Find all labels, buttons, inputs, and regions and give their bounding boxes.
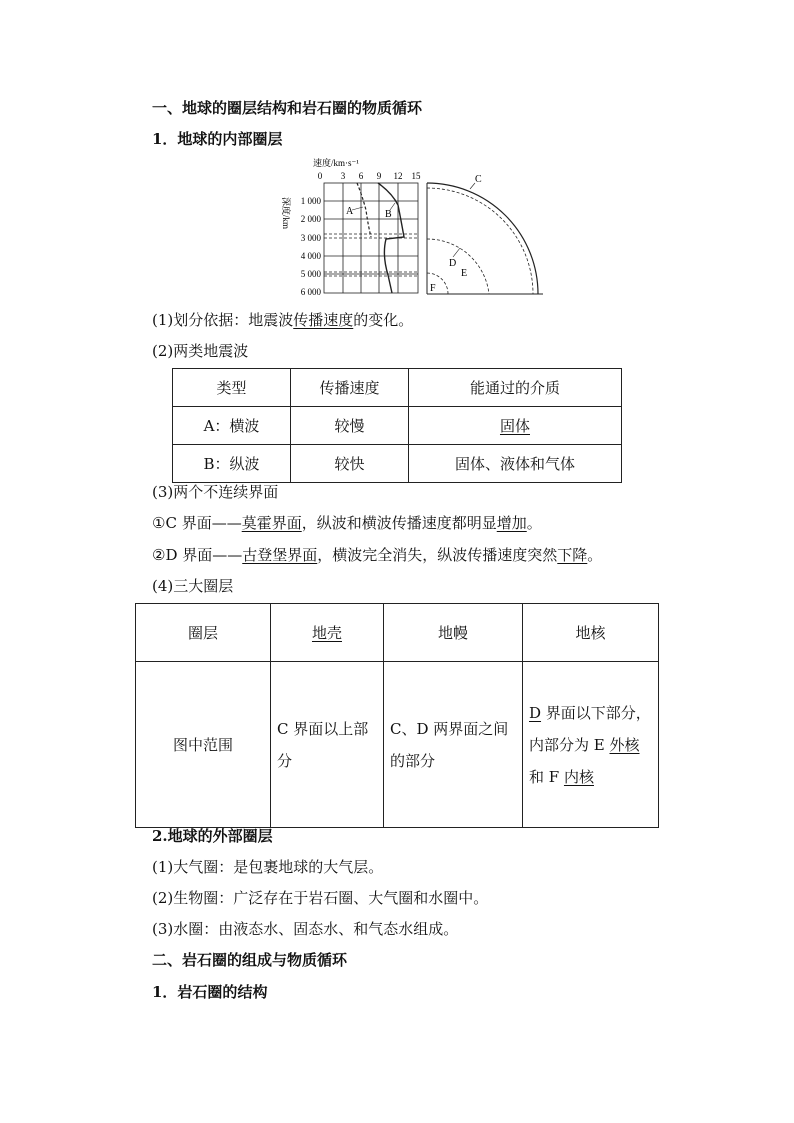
depth-tick: 1 000 — [300, 196, 321, 206]
wave-a-curve — [357, 183, 371, 237]
table-cell: A：横波 — [173, 407, 291, 445]
row-label-cell: 图中范围 — [136, 662, 271, 828]
core-range-cell — [523, 662, 659, 828]
table-row — [173, 445, 622, 483]
table-cell — [409, 407, 622, 445]
earth-section — [427, 183, 543, 294]
table-cell: 较慢 — [291, 407, 409, 445]
outer-layer-1: (1)大气圈：是包裹地球的大气层。 — [152, 858, 384, 876]
earth-layers-table — [135, 603, 659, 828]
section2-title: 二、岩石圈的组成与物质循环 — [152, 951, 348, 969]
label-f: F — [430, 283, 436, 294]
speed-tick: 9 — [376, 171, 382, 181]
p3b-underlined-2: 下降 — [557, 546, 588, 564]
p3b-prefix: ②D 界面—— — [152, 546, 243, 564]
sub1-title: 1．地球的内部圈层 — [152, 130, 283, 148]
table-header-text: 地壳 — [311, 624, 342, 642]
table-header-cell: 类型 — [173, 369, 291, 407]
seismic-wave-table — [172, 368, 622, 483]
core-range-mid: 界面以下部分，内部分为 E — [529, 703, 651, 754]
paragraph-2: (2)两类地震波 — [152, 342, 249, 360]
discontinuity-lines — [324, 234, 418, 276]
table-header-row — [136, 604, 659, 662]
speed-tick: 3 — [340, 171, 346, 181]
table-header-row — [173, 369, 622, 407]
table-header-cell: 能通过的介质 — [409, 369, 622, 407]
core-range-mid2: 和 F — [529, 767, 564, 786]
paragraph-3b — [152, 545, 602, 565]
outer-layer-3: (3)水圈：由液态水、固态水、和气态水组成。 — [152, 920, 459, 938]
label-a: A — [346, 206, 354, 217]
sub2-title: 2.地球的外部圈层 — [152, 827, 273, 845]
paragraph-4: (4)三大圈层 — [152, 577, 234, 595]
table-header-cell — [271, 604, 384, 662]
sub3-title: 1．岩石圈的结构 — [152, 983, 268, 1001]
table-header-cell: 传播速度 — [291, 369, 409, 407]
depth-tick: 4 000 — [300, 251, 321, 261]
p1-suffix: 的变化。 — [353, 311, 414, 329]
crust-range-cell: C 界面以上部分 — [271, 662, 384, 828]
p3a-underlined-1: 莫霍界面 — [241, 514, 302, 532]
p1-prefix: (1)划分依据：地震波 — [152, 311, 294, 329]
p3b-underlined-1: 古登堡界面 — [242, 546, 318, 564]
paragraph-1 — [152, 310, 413, 330]
table-row — [136, 662, 659, 828]
table-cell: B：纵波 — [173, 445, 291, 483]
paragraph-3a — [152, 513, 542, 533]
depth-axis-label: 深度/km — [281, 197, 291, 230]
p3b-mid: ，横波完全消失，纵波传播速度突然 — [317, 546, 558, 564]
paragraph-3: (3)两个不连续界面 — [152, 483, 279, 501]
core-range-u2: 外核 — [609, 735, 640, 754]
speed-tick: 6 — [358, 171, 364, 181]
speed-axis-label: 速度/km·s⁻¹ — [313, 158, 359, 168]
p3a-mid: ，纵波和横波传播速度都明显 — [301, 514, 497, 532]
core-range-u3: 内核 — [563, 767, 594, 786]
depth-tick: 3 000 — [300, 233, 321, 243]
table-row — [173, 407, 622, 445]
seismic-wave-figure — [270, 155, 550, 300]
p3a-prefix: ①C 界面—— — [152, 514, 242, 532]
table-cell-text: 固体 — [499, 417, 530, 435]
speed-ticks — [318, 171, 421, 181]
depth-ticks — [301, 196, 322, 297]
label-e: E — [461, 268, 468, 279]
depth-tick: 2 000 — [300, 214, 321, 224]
label-c: C — [475, 174, 482, 185]
table-header-cell: 圈层 — [136, 604, 271, 662]
outer-layer-2: (2)生物圈：广泛存在于岩石圈、大气圈和水圈中。 — [152, 889, 489, 907]
section1-title: 一、地球的圈层结构和岩石圈的物质循环 — [152, 99, 423, 117]
table-cell: 固体、液体和气体 — [409, 445, 622, 483]
p1-underlined: 传播速度 — [293, 311, 354, 329]
depth-tick: 5 000 — [300, 269, 321, 279]
p3a-underlined-2: 增加 — [496, 514, 527, 532]
mantle-range-cell: C、D 两界面之间的部分 — [384, 662, 523, 828]
speed-tick: 12 — [393, 171, 403, 181]
table-header-cell: 地幔 — [384, 604, 523, 662]
p3a-suffix: 。 — [526, 514, 542, 532]
table-cell: 较快 — [291, 445, 409, 483]
table-header-cell: 地核 — [523, 604, 659, 662]
label-b: B — [385, 209, 392, 220]
p3b-suffix: 。 — [587, 546, 603, 564]
speed-tick: 15 — [411, 171, 421, 181]
depth-tick: 6 000 — [300, 287, 321, 297]
label-d: D — [449, 258, 457, 269]
speed-tick: 0 — [317, 171, 323, 181]
core-range-u1: D — [529, 703, 542, 722]
